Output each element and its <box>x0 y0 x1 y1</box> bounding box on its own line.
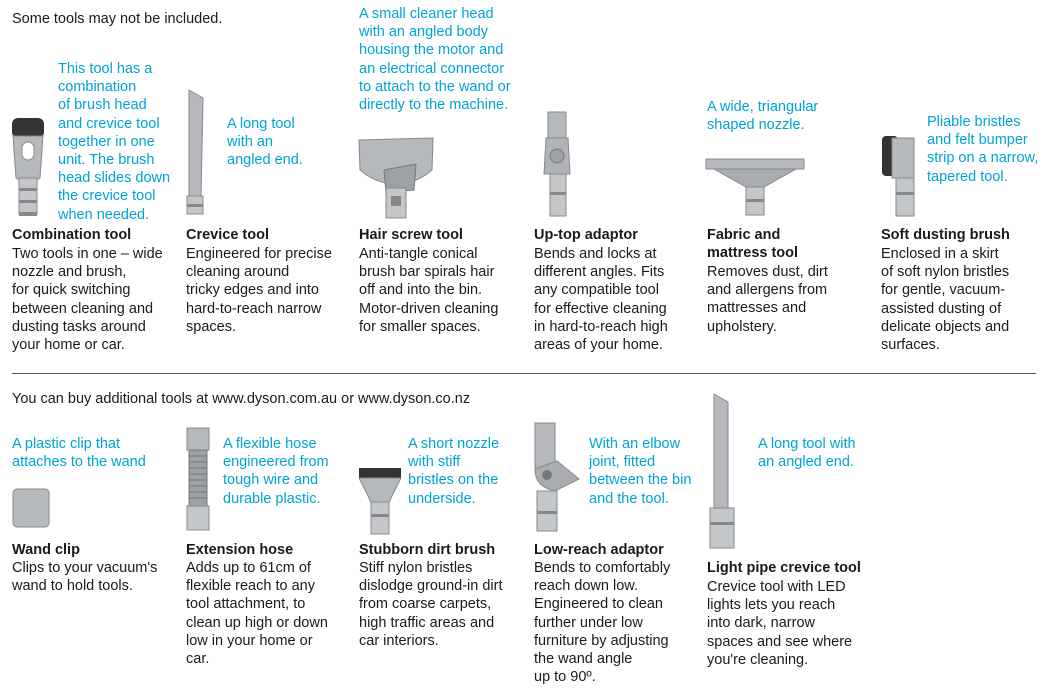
light-pipe-crevice-tool-title: Light pipe crevice tool <box>707 560 861 576</box>
extension-hose-icon <box>185 426 213 532</box>
section1-intro: Some tools may not be included. <box>12 11 223 27</box>
hair-screw-tool-note: A small cleaner head with an angled body housing the motor and an electrical connector to attach to the wand or directly to the machine. <box>359 6 511 114</box>
extension-hose-note: A flexible hose engineered from tough wire and durable plastic. <box>223 436 329 507</box>
low-reach-adaptor-title: Low-reach adaptor <box>534 542 664 558</box>
low-reach-adaptor-icon <box>533 421 581 533</box>
soft-dusting-brush-title: Soft dusting brush <box>881 227 1010 243</box>
soft-dusting-brush-icon <box>880 132 920 218</box>
light-pipe-crevice-tool-desc: Crevice tool with LED lights lets you reach into dark, narrow spaces and see where you're cleaning. <box>707 579 853 668</box>
extension-hose-title: Extension hose <box>186 542 294 558</box>
wand-clip-desc: Clips to your vacuum's wand to hold tools. <box>12 560 158 595</box>
combination-tool-desc: Two tools in one – wide nozzle and brush, for quick switching between cleaning and dusting tasks around your home or car. <box>12 246 163 354</box>
light-pipe-crevice-tool-icon <box>706 392 738 552</box>
hair-screw-tool-icon <box>356 134 436 220</box>
crevice-tool-note: A long tool with an angled end. <box>227 116 303 169</box>
wand-clip-note: A plastic clip that attaches to the wand <box>12 436 146 471</box>
soft-dusting-brush-desc: Enclosed in a skirt of soft nylon bristles for gentle, vacuum- assisted dusting of delicate objects and surfaces. <box>881 246 1010 354</box>
wand-clip-icon <box>12 488 50 530</box>
mattress-tool-desc: Removes dust, dirt and allergens from mattresses and upholstery. <box>707 264 828 335</box>
combination-tool-note: This tool has a combination of brush head and crevice tool together in one unit. The brush head slides down the crevice tool when needed. <box>58 61 171 223</box>
stubborn-dirt-brush-title: Stubborn dirt brush <box>359 542 496 558</box>
hair-screw-tool-desc: Anti-tangle conical brush bar spirals hair off and into the bin. Motor-driven cleaning for smaller spaces. <box>359 246 499 335</box>
combination-tool-icon <box>8 116 48 218</box>
wand-clip-title: Wand clip <box>12 542 80 558</box>
hair-screw-tool-title: Hair screw tool <box>359 227 463 243</box>
crevice-tool-title: Crevice tool <box>186 227 269 243</box>
stubborn-dirt-brush-note: A short nozzle with stiff bristles on the underside. <box>408 436 500 507</box>
crevice-tool-desc: Engineered for precise cleaning around tricky edges and into hard-to-reach narrow spaces. <box>186 246 332 335</box>
low-reach-adaptor-desc: Bends to comfortably reach down low. Engineered to clean further under low furniture by adjusting the wand angle up to 90º. <box>534 560 671 686</box>
extension-hose-desc: Adds up to 61cm of flexible reach to any tool attachment, to clean up high or down low in your home or car. <box>186 560 328 668</box>
combination-tool-title: Combination tool <box>12 227 132 243</box>
up-top-adaptor-desc: Bends and locks at different angles. Fits any compatible tool for effective cleaning in hard-to-reach high areas of your home. <box>534 246 668 354</box>
section-divider <box>12 373 1036 374</box>
up-top-adaptor-icon <box>540 110 574 218</box>
crevice-tool-icon <box>183 88 207 216</box>
mattress-tool-note: A wide, triangular shaped nozzle. <box>707 99 819 134</box>
light-pipe-crevice-tool-note: A long tool with an angled end. <box>758 436 856 471</box>
mattress-tool-icon <box>704 155 806 217</box>
low-reach-adaptor-note: With an elbow joint, fitted between the bin and the tool. <box>589 436 692 507</box>
mattress-tool-title: Fabric and mattress tool <box>707 227 799 261</box>
stubborn-dirt-brush-icon <box>357 466 403 536</box>
stubborn-dirt-brush-desc: Stiff nylon bristles dislodge ground-in dirt from coarse carpets, high traffic areas and car interiors. <box>359 560 503 649</box>
soft-dusting-brush-note: Pliable bristles and felt bumper strip on a narrow, tapered tool. <box>927 114 1039 185</box>
section2-intro: You can buy additional tools at www.dyson.com.au or www.dyson.co.nz <box>12 391 471 407</box>
up-top-adaptor-title: Up-top adaptor <box>534 227 638 243</box>
